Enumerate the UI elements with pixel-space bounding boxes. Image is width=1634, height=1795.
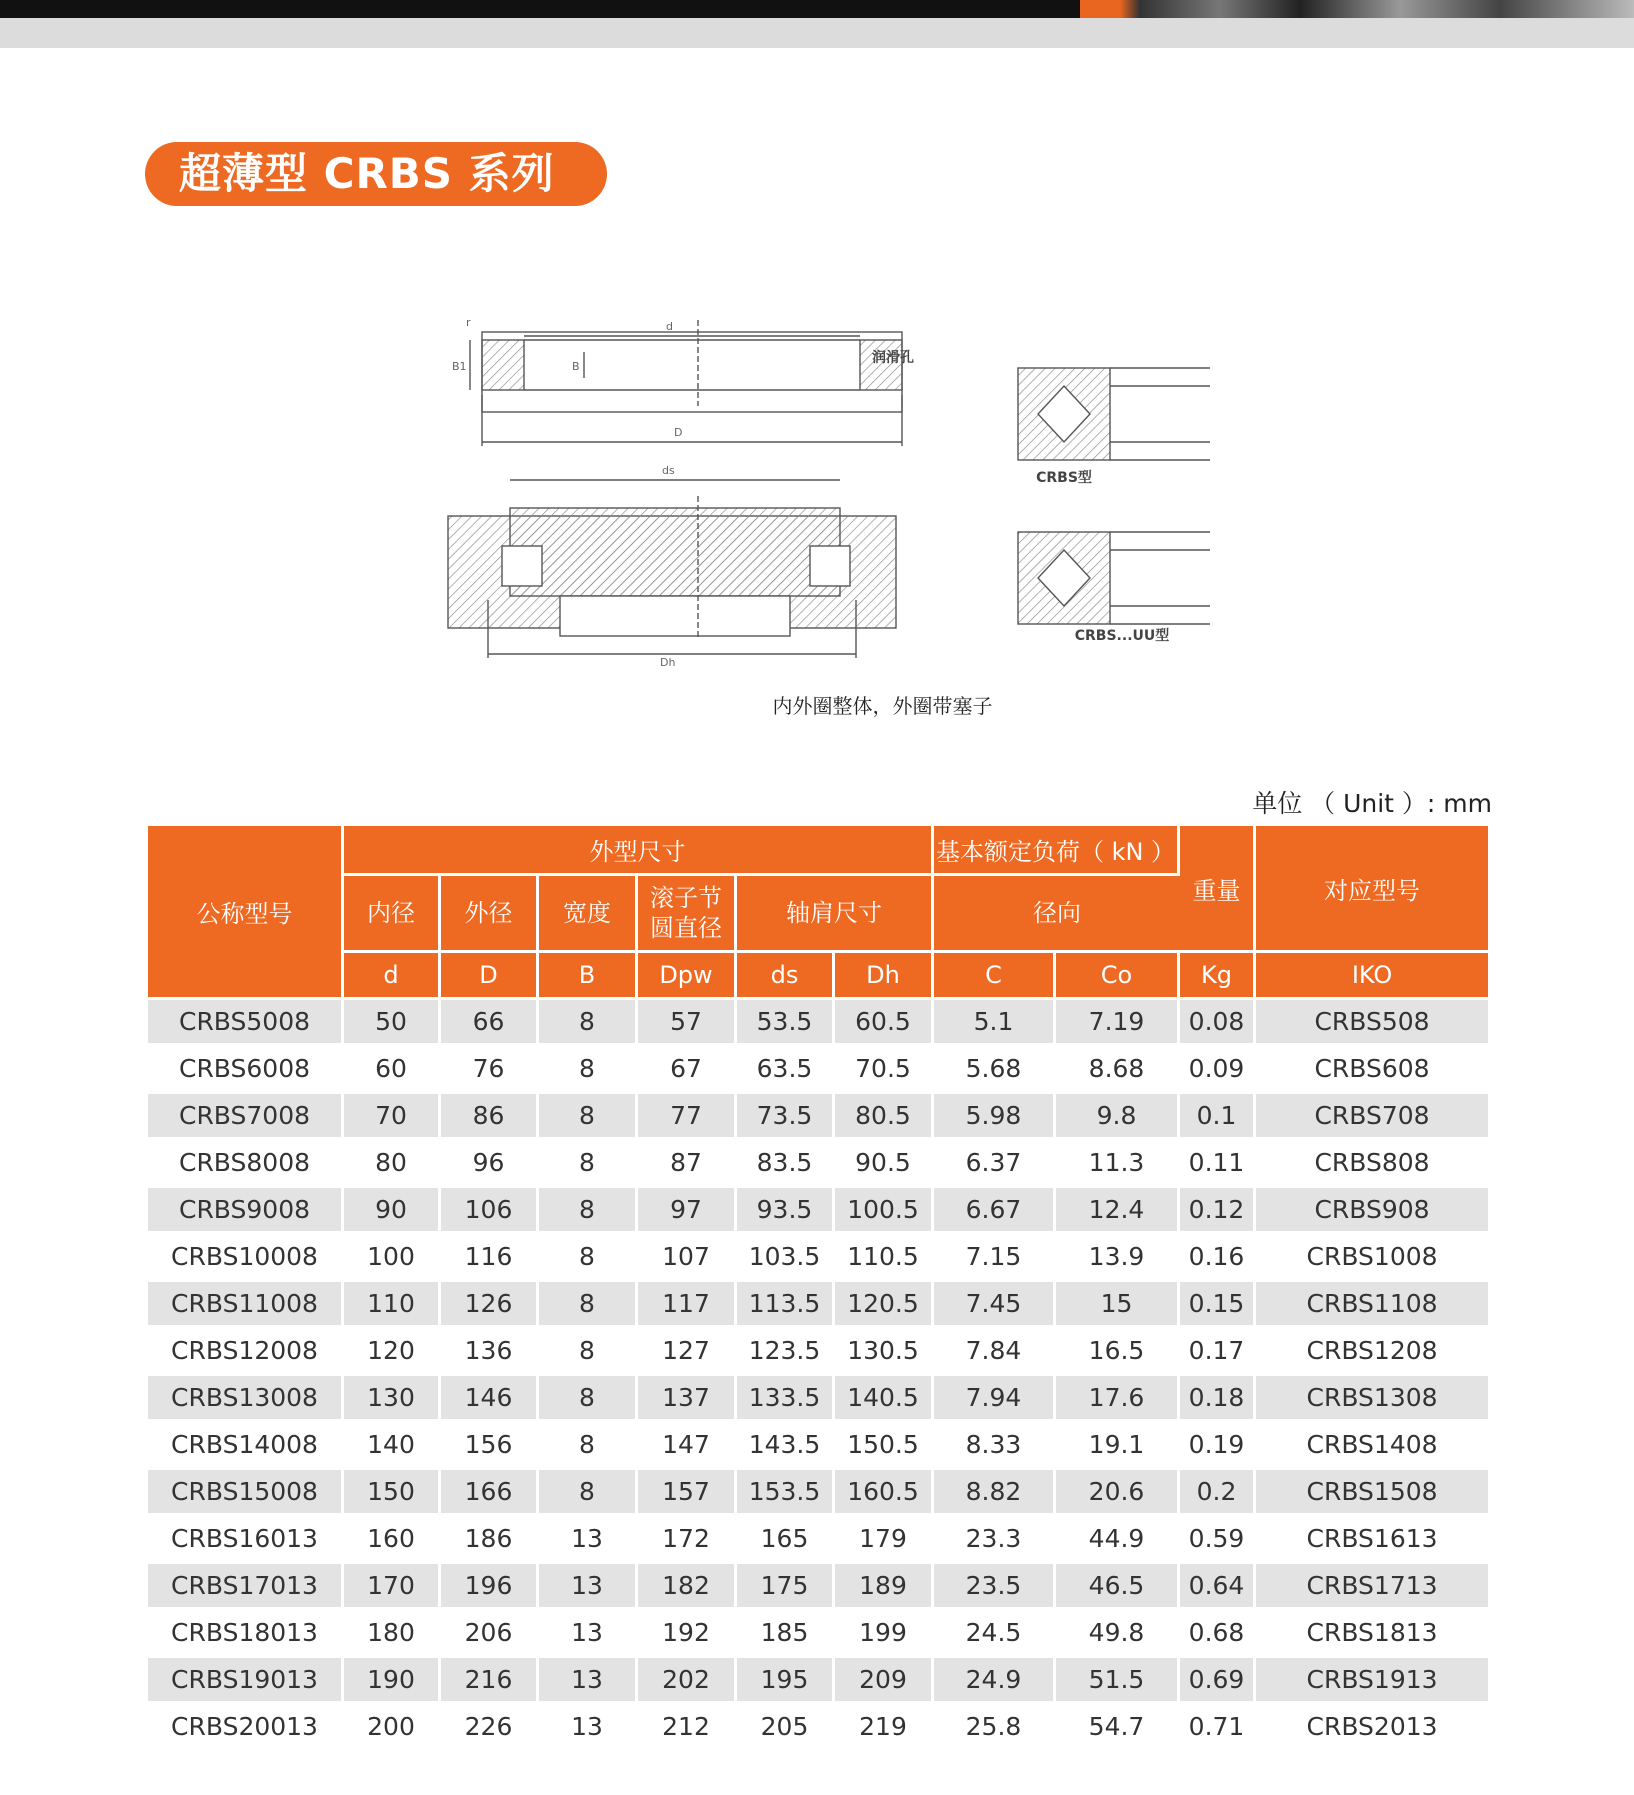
cell-load-c: 23.3 — [934, 1517, 1056, 1564]
cell-outer-dia: 126 — [441, 1282, 539, 1329]
cell-load-co: 8.68 — [1056, 1047, 1180, 1094]
cell-width: 8 — [539, 1047, 638, 1094]
cell-pitch-dia: 87 — [638, 1141, 737, 1188]
cell-load-c: 5.1 — [934, 1000, 1056, 1047]
dim-label-r: r — [466, 316, 471, 329]
cell-inner-dia: 140 — [344, 1423, 441, 1470]
table-row — [148, 1329, 1488, 1376]
table-row — [148, 1000, 1488, 1047]
spec-table-body — [148, 1000, 1488, 1752]
cell-shoulder-ds: 93.5 — [737, 1188, 835, 1235]
cell-shoulder-dh: 189 — [835, 1564, 934, 1611]
cell-shoulder-ds: 185 — [737, 1611, 835, 1658]
cell-width: 8 — [539, 1000, 638, 1047]
cell-load-co: 16.5 — [1056, 1329, 1180, 1376]
cell-inner-dia: 200 — [344, 1705, 441, 1752]
header-equivalent: 对应型号 — [1256, 826, 1488, 953]
cell-equivalent: CRBS708 — [1256, 1094, 1488, 1141]
cell-equivalent: CRBS1713 — [1256, 1564, 1488, 1611]
header-model: 公称型号 — [148, 826, 344, 1000]
table-row — [148, 1376, 1488, 1423]
cell-shoulder-ds: 73.5 — [737, 1094, 835, 1141]
cell-outer-dia: 86 — [441, 1094, 539, 1141]
cell-outer-dia: 96 — [441, 1141, 539, 1188]
cell-width: 8 — [539, 1376, 638, 1423]
cell-pitch-dia: 192 — [638, 1611, 737, 1658]
dim-label-ds: ds — [662, 464, 675, 477]
cell-equivalent: CRBS1508 — [1256, 1470, 1488, 1517]
cell-load-c: 7.45 — [934, 1282, 1056, 1329]
table-row — [148, 1141, 1488, 1188]
cell-model: CRBS9008 — [148, 1188, 344, 1235]
cell-inner-dia: 150 — [344, 1470, 441, 1517]
cell-weight: 0.2 — [1180, 1470, 1256, 1517]
cell-width: 8 — [539, 1188, 638, 1235]
table-row — [148, 1047, 1488, 1094]
dim-label-B1: B1 — [452, 360, 467, 373]
table-row — [148, 1470, 1488, 1517]
cell-outer-dia: 66 — [441, 1000, 539, 1047]
cell-shoulder-dh: 199 — [835, 1611, 934, 1658]
cell-shoulder-dh: 70.5 — [835, 1047, 934, 1094]
cell-load-co: 44.9 — [1056, 1517, 1180, 1564]
cell-outer-dia: 166 — [441, 1470, 539, 1517]
cell-shoulder-dh: 110.5 — [835, 1235, 934, 1282]
cell-weight: 0.11 — [1180, 1141, 1256, 1188]
cell-shoulder-dh: 160.5 — [835, 1470, 934, 1517]
header-weight: 重量 — [1180, 826, 1256, 953]
table-row — [148, 1611, 1488, 1658]
cell-width: 13 — [539, 1517, 638, 1564]
cell-equivalent: CRBS1108 — [1256, 1282, 1488, 1329]
cell-load-co: 49.8 — [1056, 1611, 1180, 1658]
cell-pitch-dia: 117 — [638, 1282, 737, 1329]
cell-load-c: 5.98 — [934, 1094, 1056, 1141]
cell-weight: 0.19 — [1180, 1423, 1256, 1470]
cell-weight: 0.08 — [1180, 1000, 1256, 1047]
cell-load-co: 19.1 — [1056, 1423, 1180, 1470]
cell-pitch-dia: 107 — [638, 1235, 737, 1282]
diagram-caption: 内外圈整体，外圈带塞子 — [772, 694, 993, 718]
cell-load-c: 6.37 — [934, 1141, 1056, 1188]
header-pitch-line1: 滚子节 — [650, 884, 722, 912]
cell-shoulder-ds: 195 — [737, 1658, 835, 1705]
cell-load-c: 8.82 — [934, 1470, 1056, 1517]
cell-load-co: 11.3 — [1056, 1141, 1180, 1188]
table-row — [148, 1517, 1488, 1564]
cell-weight: 0.69 — [1180, 1658, 1256, 1705]
cell-weight: 0.12 — [1180, 1188, 1256, 1235]
cell-load-c: 24.5 — [934, 1611, 1056, 1658]
header-outer-dia: 外径 — [441, 876, 539, 953]
cell-outer-dia: 206 — [441, 1611, 539, 1658]
cell-outer-dia: 106 — [441, 1188, 539, 1235]
header-sym-ds: ds — [737, 953, 835, 1000]
header-sym-Dh: Dh — [835, 953, 934, 1000]
cell-equivalent: CRBS2013 — [1256, 1705, 1488, 1752]
cell-load-c: 5.68 — [934, 1047, 1056, 1094]
cell-equivalent: CRBS1008 — [1256, 1235, 1488, 1282]
unit-label: 单位 （ Unit ）: mm — [1252, 789, 1492, 818]
cell-width: 8 — [539, 1470, 638, 1517]
cell-load-c: 23.5 — [934, 1564, 1056, 1611]
cell-shoulder-dh: 120.5 — [835, 1282, 934, 1329]
cell-model: CRBS19013 — [148, 1658, 344, 1705]
cell-load-co: 46.5 — [1056, 1564, 1180, 1611]
cell-inner-dia: 60 — [344, 1047, 441, 1094]
cell-inner-dia: 80 — [344, 1141, 441, 1188]
cell-shoulder-ds: 63.5 — [737, 1047, 835, 1094]
cell-shoulder-dh: 130.5 — [835, 1329, 934, 1376]
section-title: 超薄型 CRBS 系列 — [145, 142, 607, 206]
cell-outer-dia: 226 — [441, 1705, 539, 1752]
cell-pitch-dia: 182 — [638, 1564, 737, 1611]
cell-inner-dia: 130 — [344, 1376, 441, 1423]
cell-weight: 0.71 — [1180, 1705, 1256, 1752]
cell-shoulder-dh: 209 — [835, 1658, 934, 1705]
header-shoulder: 轴肩尺寸 — [737, 876, 934, 953]
cell-equivalent: CRBS808 — [1256, 1141, 1488, 1188]
table-row — [148, 1564, 1488, 1611]
cell-load-c: 8.33 — [934, 1423, 1056, 1470]
cell-load-c: 25.8 — [934, 1705, 1056, 1752]
cell-width: 8 — [539, 1235, 638, 1282]
table-row — [148, 1282, 1488, 1329]
cell-shoulder-dh: 100.5 — [835, 1188, 934, 1235]
header-pitch — [638, 876, 737, 953]
cell-shoulder-ds: 133.5 — [737, 1376, 835, 1423]
cell-weight: 0.17 — [1180, 1329, 1256, 1376]
table-row — [148, 1188, 1488, 1235]
cell-outer-dia: 156 — [441, 1423, 539, 1470]
cell-shoulder-dh: 179 — [835, 1517, 934, 1564]
cell-inner-dia: 100 — [344, 1235, 441, 1282]
cell-outer-dia: 186 — [441, 1517, 539, 1564]
cell-model: CRBS18013 — [148, 1611, 344, 1658]
cell-inner-dia: 190 — [344, 1658, 441, 1705]
top-banner-photo — [1080, 0, 1634, 18]
cell-inner-dia: 170 — [344, 1564, 441, 1611]
cell-shoulder-ds: 83.5 — [737, 1141, 835, 1188]
table-row — [148, 1423, 1488, 1470]
dim-label-d: d — [666, 320, 673, 333]
cell-pitch-dia: 67 — [638, 1047, 737, 1094]
cell-pitch-dia: 212 — [638, 1705, 737, 1752]
cell-pitch-dia: 77 — [638, 1094, 737, 1141]
crbs-type-label: CRBS型 — [1036, 470, 1092, 486]
cell-pitch-dia: 137 — [638, 1376, 737, 1423]
cell-width: 8 — [539, 1282, 638, 1329]
cell-pitch-dia: 57 — [638, 1000, 737, 1047]
cell-shoulder-ds: 53.5 — [737, 1000, 835, 1047]
cell-load-co: 17.6 — [1056, 1376, 1180, 1423]
cell-equivalent: CRBS1813 — [1256, 1611, 1488, 1658]
header-width: 宽度 — [539, 876, 638, 953]
cell-equivalent: CRBS1208 — [1256, 1329, 1488, 1376]
cell-model: CRBS14008 — [148, 1423, 344, 1470]
cell-pitch-dia: 97 — [638, 1188, 737, 1235]
header-sym-iko: IKO — [1256, 953, 1488, 1000]
cell-load-co: 12.4 — [1056, 1188, 1180, 1235]
cell-load-co: 20.6 — [1056, 1470, 1180, 1517]
cell-pitch-dia: 157 — [638, 1470, 737, 1517]
cell-model: CRBS13008 — [148, 1376, 344, 1423]
lube-hole-label: 润滑孔 — [872, 350, 914, 366]
cell-weight: 0.15 — [1180, 1282, 1256, 1329]
cell-pitch-dia: 127 — [638, 1329, 737, 1376]
cell-inner-dia: 110 — [344, 1282, 441, 1329]
cell-model: CRBS16013 — [148, 1517, 344, 1564]
dim-label-B: B — [572, 360, 580, 373]
cell-inner-dia: 70 — [344, 1094, 441, 1141]
cell-weight: 0.1 — [1180, 1094, 1256, 1141]
cell-weight: 0.64 — [1180, 1564, 1256, 1611]
cell-shoulder-ds: 153.5 — [737, 1470, 835, 1517]
cell-weight: 0.59 — [1180, 1517, 1256, 1564]
cell-inner-dia: 120 — [344, 1329, 441, 1376]
dim-label-D: D — [674, 426, 683, 439]
cell-model: CRBS20013 — [148, 1705, 344, 1752]
cell-shoulder-ds: 123.5 — [737, 1329, 835, 1376]
cell-outer-dia: 76 — [441, 1047, 539, 1094]
cell-outer-dia: 216 — [441, 1658, 539, 1705]
top-banner-grey — [0, 18, 1634, 48]
cell-equivalent: CRBS508 — [1256, 1000, 1488, 1047]
table-row — [148, 1705, 1488, 1752]
cell-weight: 0.18 — [1180, 1376, 1256, 1423]
cell-weight: 0.09 — [1180, 1047, 1256, 1094]
cell-outer-dia: 196 — [441, 1564, 539, 1611]
cell-inner-dia: 180 — [344, 1611, 441, 1658]
header-pitch-line2: 圆直径 — [650, 914, 722, 942]
cell-model: CRBS7008 — [148, 1094, 344, 1141]
cell-equivalent: CRBS1913 — [1256, 1658, 1488, 1705]
cell-load-c: 7.84 — [934, 1329, 1056, 1376]
cell-width: 13 — [539, 1611, 638, 1658]
header-inner-dia: 内径 — [344, 876, 441, 953]
header-dimensions: 外型尺寸 — [344, 826, 934, 876]
cell-width: 8 — [539, 1329, 638, 1376]
cell-width: 13 — [539, 1705, 638, 1752]
cell-shoulder-ds: 113.5 — [737, 1282, 835, 1329]
cell-width: 13 — [539, 1658, 638, 1705]
header-sym-B: B — [539, 953, 638, 1000]
cell-model: CRBS12008 — [148, 1329, 344, 1376]
cell-shoulder-dh: 60.5 — [835, 1000, 934, 1047]
header-load: 基本额定负荷（ kN ） — [934, 826, 1180, 876]
cell-weight: 0.16 — [1180, 1235, 1256, 1282]
cell-shoulder-dh: 219 — [835, 1705, 934, 1752]
dim-label-Dh: Dh — [660, 656, 676, 669]
cell-pitch-dia: 202 — [638, 1658, 737, 1705]
cell-load-c: 7.94 — [934, 1376, 1056, 1423]
cell-model: CRBS6008 — [148, 1047, 344, 1094]
cell-shoulder-ds: 103.5 — [737, 1235, 835, 1282]
cell-shoulder-ds: 165 — [737, 1517, 835, 1564]
cell-model: CRBS8008 — [148, 1141, 344, 1188]
cell-equivalent: CRBS1408 — [1256, 1423, 1488, 1470]
cell-load-co: 7.19 — [1056, 1000, 1180, 1047]
cell-outer-dia: 116 — [441, 1235, 539, 1282]
cell-shoulder-ds: 143.5 — [737, 1423, 835, 1470]
cell-width: 8 — [539, 1141, 638, 1188]
cell-inner-dia: 90 — [344, 1188, 441, 1235]
cell-inner-dia: 50 — [344, 1000, 441, 1047]
cell-equivalent: CRBS608 — [1256, 1047, 1488, 1094]
cell-weight: 0.68 — [1180, 1611, 1256, 1658]
cell-equivalent: CRBS1613 — [1256, 1517, 1488, 1564]
cell-equivalent: CRBS908 — [1256, 1188, 1488, 1235]
cell-load-co: 9.8 — [1056, 1094, 1180, 1141]
cell-model: CRBS17013 — [148, 1564, 344, 1611]
bearing-diagram — [430, 300, 1230, 680]
cell-shoulder-ds: 175 — [737, 1564, 835, 1611]
cell-load-co: 51.5 — [1056, 1658, 1180, 1705]
cell-model: CRBS15008 — [148, 1470, 344, 1517]
cell-load-co: 54.7 — [1056, 1705, 1180, 1752]
cell-shoulder-dh: 80.5 — [835, 1094, 934, 1141]
cell-load-co: 13.9 — [1056, 1235, 1180, 1282]
cell-model: CRBS11008 — [148, 1282, 344, 1329]
cell-outer-dia: 136 — [441, 1329, 539, 1376]
cell-load-c: 24.9 — [934, 1658, 1056, 1705]
table-row — [148, 1658, 1488, 1705]
cell-shoulder-dh: 90.5 — [835, 1141, 934, 1188]
crbs-uu-type-label: CRBS...UU型 — [1074, 628, 1170, 644]
header-sym-D: D — [441, 953, 539, 1000]
header-sym-Co: Co — [1056, 953, 1180, 1000]
cell-load-c: 6.67 — [934, 1188, 1056, 1235]
cell-equivalent: CRBS1308 — [1256, 1376, 1488, 1423]
cell-outer-dia: 146 — [441, 1376, 539, 1423]
header-radial: 径向 — [934, 876, 1180, 953]
cell-load-c: 7.15 — [934, 1235, 1056, 1282]
cell-width: 8 — [539, 1094, 638, 1141]
cell-width: 13 — [539, 1564, 638, 1611]
cell-shoulder-dh: 140.5 — [835, 1376, 934, 1423]
header-sym-d: d — [344, 953, 441, 1000]
cell-shoulder-ds: 205 — [737, 1705, 835, 1752]
table-row — [148, 1235, 1488, 1282]
cell-model: CRBS5008 — [148, 1000, 344, 1047]
table-row — [148, 1094, 1488, 1141]
cell-model: CRBS10008 — [148, 1235, 344, 1282]
cell-inner-dia: 160 — [344, 1517, 441, 1564]
cell-shoulder-dh: 150.5 — [835, 1423, 934, 1470]
cell-pitch-dia: 147 — [638, 1423, 737, 1470]
cell-width: 8 — [539, 1423, 638, 1470]
spec-table — [148, 826, 1488, 1752]
header-sym-C: C — [934, 953, 1056, 1000]
cell-load-co: 15 — [1056, 1282, 1180, 1329]
header-sym-kg: Kg — [1180, 953, 1256, 1000]
header-sym-Dpw: Dpw — [638, 953, 737, 1000]
cell-pitch-dia: 172 — [638, 1517, 737, 1564]
